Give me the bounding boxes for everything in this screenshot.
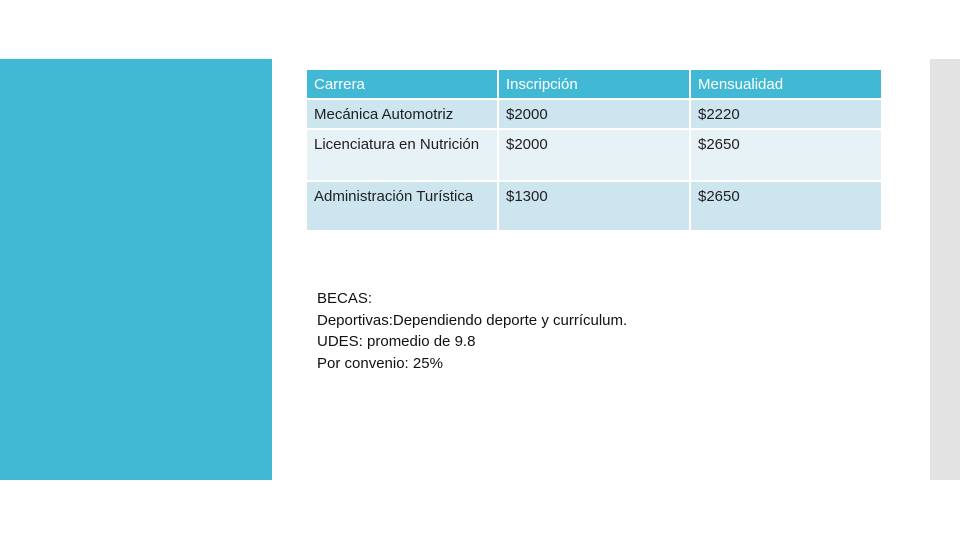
header-inscripcion: Inscripción — [498, 69, 690, 99]
notes-line-deportivas: Deportivas:Dependiendo deporte y currículum. — [317, 311, 628, 329]
notes-line-convenio: Por convenio: 25% — [317, 354, 443, 372]
cell-inscripcion: $1300 — [498, 181, 690, 231]
table-row — [306, 129, 882, 181]
header-mensualidad: Mensualidad — [690, 69, 882, 99]
cell-inscripcion: $2000 — [498, 129, 690, 181]
cell-mensualidad: $2650 — [690, 129, 882, 181]
cell-mensualidad: $2650 — [690, 181, 882, 231]
accent-panel — [0, 59, 272, 480]
cell-mensualidad: $2220 — [690, 99, 882, 129]
tuition-table-container — [305, 68, 881, 232]
scholarship-notes — [317, 288, 627, 374]
notes-line-udes: UDES: promedio de 9.8 — [317, 333, 476, 350]
table-header-row — [306, 69, 882, 99]
table-row — [306, 181, 882, 231]
header-carrera: Carrera — [306, 69, 498, 99]
notes-heading: BECAS: — [317, 290, 373, 307]
side-strip — [930, 59, 960, 480]
cell-carrera: Licenciatura en Nutrición — [306, 129, 498, 181]
cell-inscripcion: $2000 — [498, 99, 690, 129]
cell-carrera: Mecánica Automotriz — [306, 99, 498, 129]
cell-carrera: Administración Turística — [306, 181, 498, 231]
table-row — [306, 99, 882, 129]
tuition-table — [305, 68, 883, 232]
